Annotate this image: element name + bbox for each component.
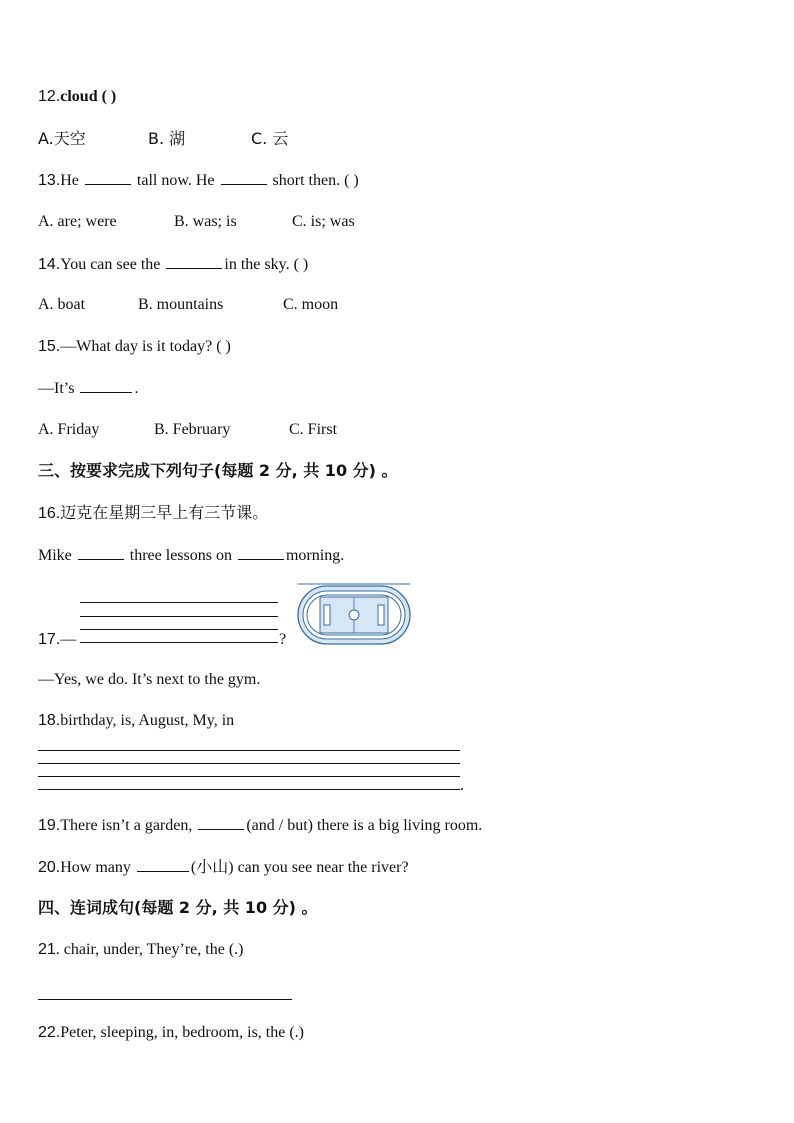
q13-option-c[interactable]: C. is; was [292,213,355,230]
q13-text-3: short then. ( ) [272,172,359,189]
section-3-heading: 三、按要求完成下列句子(每题 2 分, 共 10 分) 。 [38,461,398,480]
q15-question: —What day is it today? ( ) [60,338,231,355]
q14-text-1: You can see the [60,256,161,273]
q17-answer-line-4[interactable] [80,642,278,643]
q13-option-b[interactable]: B. was; is [174,213,237,230]
q15-blank[interactable] [80,378,132,393]
q17-question-mark: ? [279,631,287,648]
q20-line [38,857,409,878]
q15-option-a[interactable]: A. Friday [38,421,100,438]
q18-period: . [460,777,464,794]
q22-number: 22. [38,1024,61,1041]
q16-chinese: 迈克在星期三早上有三节课。 [60,503,269,522]
q12-line [38,87,116,107]
q22-line [38,1023,304,1043]
q19-text-2: (and / but) there is a big living room. [246,817,483,834]
track-center-circle [349,610,359,620]
q12-option-b[interactable]: B. 湖 [148,129,186,148]
q18-answer-line-3[interactable] [38,776,460,777]
q13-blank-1[interactable] [85,170,131,185]
track-goal-right [378,605,384,625]
q18-words: birthday, is, August, My, in [60,712,235,729]
q15-line-2 [38,378,138,399]
q14-text-2: in the sky. ( ) [224,256,309,273]
q13-text-2: tall now. He [136,172,215,189]
q12-option-a[interactable]: A.天空 [38,129,86,148]
track-goal-left [324,605,330,625]
q13-line [38,170,359,191]
q20-text-2: (小山) can you see near the river? [190,859,409,876]
q18-number: 18. [38,712,61,729]
q17-answer-line-3[interactable] [80,629,278,630]
q17-answer-line-2[interactable] [80,616,278,617]
q12-text: cloud ( ) [60,88,117,105]
q20-text-1: How many [60,859,131,876]
q16-text-1: Mike [38,547,72,564]
q21-line [38,940,243,960]
q16-text-2: three lessons on [129,547,232,564]
q20-number: 20. [38,859,61,876]
running-track-icon [296,583,412,647]
q18-line [38,711,234,731]
q14-blank[interactable] [166,254,222,269]
q15-answer-prefix: —It’s [38,380,75,397]
q15-option-b[interactable]: B. February [154,421,231,438]
q18-answer-line-1[interactable] [38,750,460,751]
q13-text-1: He [60,172,79,189]
q14-number: 14. [38,256,61,273]
q18-answer-line-2[interactable] [38,763,460,764]
q13-option-a[interactable]: A. are; were [38,213,117,230]
q15-options [38,420,337,440]
q21-number: 21 [38,941,56,958]
q19-line [38,815,482,836]
q19-text-1: There isn’t a garden, [60,817,193,834]
section-4-heading: 四、连词成句(每题 2 分, 共 10 分) 。 [38,898,318,917]
q16-line-2 [38,545,344,566]
q14-option-a[interactable]: A. boat [38,296,86,313]
q15-number: 15. [38,338,61,355]
q17-answer: —Yes, we do. It’s next to the gym. [38,671,261,688]
q17-number: 17. [38,631,61,648]
q16-blank-2[interactable] [238,545,284,560]
q22-words: Peter, sleeping, in, bedroom, is, the (.) [60,1024,304,1041]
q21-words: . chair, under, They’re, the (.) [55,941,244,958]
q13-blank-2[interactable] [221,170,267,185]
q13-number: 13. [38,172,61,189]
q17-dash: — [60,631,77,648]
q19-number: 19. [38,817,61,834]
q21-answer-line[interactable] [38,999,292,1000]
q18-answer-line-4[interactable] [38,789,460,790]
q14-line [38,254,308,275]
q15-option-c[interactable]: C. First [289,421,338,438]
q12-options [38,129,288,149]
q16-line-1 [38,503,268,524]
q17-line [38,630,76,650]
q12-number: 12. [38,88,61,105]
q14-options [38,295,338,315]
q16-blank-1[interactable] [78,545,124,560]
q16-text-3: morning. [285,547,345,564]
q17-answer-line-1[interactable] [80,602,278,603]
q13-options [38,212,355,232]
q12-option-c[interactable]: C. 云 [251,129,289,148]
q15-line-1 [38,337,231,357]
q19-blank[interactable] [198,815,244,830]
q14-option-c[interactable]: C. moon [283,296,339,313]
q15-answer-suffix: . [134,380,139,397]
q14-option-b[interactable]: B. mountains [138,296,224,313]
q16-number: 16. [38,505,61,522]
q20-blank[interactable] [137,857,189,872]
